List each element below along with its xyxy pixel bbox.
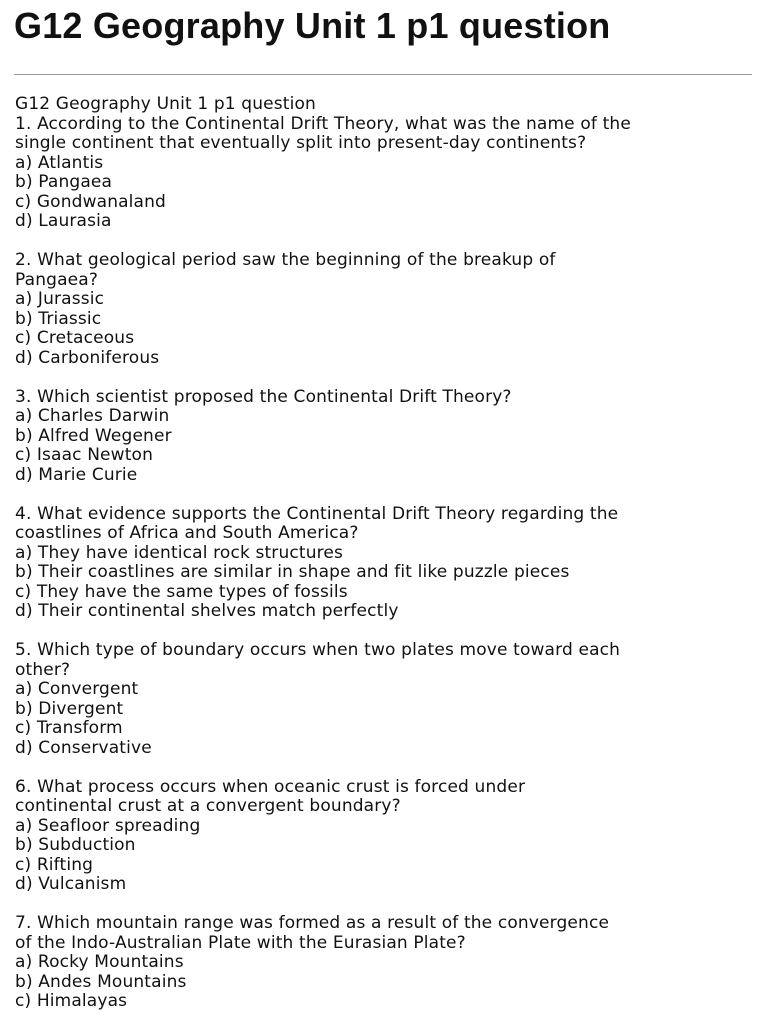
question-stem-line: 4. What evidence supports the Continental Drift Theory regarding the xyxy=(15,503,619,524)
answer-option: d) Vulcanism xyxy=(15,874,127,894)
answer-option: c) They have the same types of fossils xyxy=(15,581,348,602)
document-subtitle: G12 Geography Unit 1 p1 question xyxy=(15,94,316,114)
answer-option: d) Laurasia xyxy=(15,211,112,231)
answer-option: b) Pangaea xyxy=(15,172,113,192)
question-7 xyxy=(15,914,760,1012)
answer-option: a) Seafloor spreading xyxy=(15,815,201,836)
answer-option: c) Gondwanaland xyxy=(15,191,166,212)
answer-option: c) Rifting xyxy=(15,854,94,875)
question-stem-line: other? xyxy=(15,659,71,680)
question-5 xyxy=(15,641,760,758)
title-divider xyxy=(14,74,752,75)
question-2 xyxy=(15,251,760,368)
answer-option: b) Subduction xyxy=(15,835,136,855)
question-stem-line: 3. Which scientist proposed the Continental Drift Theory? xyxy=(15,386,512,407)
answer-option: a) Charles Darwin xyxy=(15,406,170,426)
answer-option: c) Himalayas xyxy=(15,991,128,1011)
answer-option: a) Convergent xyxy=(15,679,139,699)
page-title: G12 Geography Unit 1 p1 question xyxy=(14,5,611,46)
question-stem-line: single continent that eventually split into present-day continents? xyxy=(15,133,587,153)
question-stem-line: 7. Which mountain range was formed as a result of the convergence xyxy=(15,913,610,933)
answer-option: a) Atlantis xyxy=(15,152,104,173)
answer-option: d) Carboniferous xyxy=(15,347,160,368)
answer-option: b) Divergent xyxy=(15,698,124,719)
answer-option: b) Alfred Wegener xyxy=(15,425,172,446)
question-stem-line: 5. Which type of boundary occurs when two plates move toward each xyxy=(15,640,621,660)
question-stem-line: 6. What process occurs when oceanic crust is forced under xyxy=(15,776,526,797)
document-body xyxy=(15,95,760,1012)
answer-option: b) Triassic xyxy=(15,308,102,329)
answer-option: c) Cretaceous xyxy=(15,328,135,348)
question-4 xyxy=(15,505,760,622)
question-stem-line: coastlines of Africa and South America? xyxy=(15,523,359,543)
answer-option: b) Their coastlines are similar in shape and fit like puzzle pieces xyxy=(15,562,570,582)
answer-option: a) Jurassic xyxy=(15,289,105,309)
question-stem-line: 2. What geological period saw the beginning of the breakup of xyxy=(15,250,556,270)
question-6 xyxy=(15,778,760,895)
answer-option: d) Marie Curie xyxy=(15,464,138,485)
question-1 xyxy=(15,115,760,232)
question-stem-line: 1. According to the Continental Drift Theory, what was the name of the xyxy=(15,113,631,134)
answer-option: b) Andes Mountains xyxy=(15,971,187,992)
answer-option: a) They have identical rock structures xyxy=(15,542,343,563)
answer-option: a) Rocky Mountains xyxy=(15,952,184,972)
question-stem-line: of the Indo-Australian Plate with the Eurasian Plate? xyxy=(15,932,466,953)
question-stem-line: Pangaea? xyxy=(15,269,98,290)
question-3 xyxy=(15,388,760,486)
answer-option: c) Transform xyxy=(15,718,123,738)
question-stem-line: continental crust at a convergent boundary? xyxy=(15,796,401,816)
answer-option: d) Conservative xyxy=(15,737,152,758)
answer-option: d) Their continental shelves match perfectly xyxy=(15,601,399,621)
answer-option: c) Isaac Newton xyxy=(15,445,154,465)
